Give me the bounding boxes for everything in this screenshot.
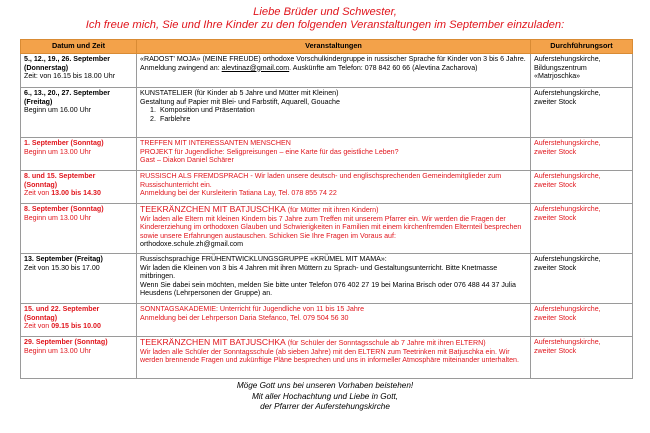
event-title: TEEKRÄNZCHEN MIT BATJUSCHKA (für Mütter mit ihren Kindern) — [140, 204, 379, 214]
event-cell — [137, 88, 531, 138]
weekday-text: (Sonntag) — [24, 180, 58, 189]
email-link[interactable]: orthodoxe.schule.zh@gmail.com — [140, 240, 244, 249]
location-cell — [531, 88, 633, 138]
signature-line: der Pfarrer der Auferstehungskirche — [260, 402, 390, 411]
event-description: Wir laden alle Eltern mit kleinen Kindern bis 7 Jahre zum Treffen mit unserem Pfarrer ein. Wir werden die Fragen der Kindererziehung im orthodoxen Glauben und Schwierigkeiten in Familien mit einem kirchenfremden Elternteil besprechen sowie unsere Erfahrungen austauschen. Schicken Sie Ihre Fragen im Voraus auf: — [140, 214, 522, 240]
time-text: Zeit von 09.15 bis 10.00 — [24, 322, 101, 331]
table-row — [21, 171, 633, 204]
date-cell — [21, 171, 137, 204]
location-cell — [531, 337, 633, 379]
date-text: 8. September (Sonntag) — [24, 205, 104, 213]
location-cell — [531, 171, 633, 204]
event-description-contact: . Auskünfte am Telefon: 078 842 60 66 (Alevtina Zacharova) — [289, 63, 478, 72]
date-cell — [21, 304, 137, 337]
event-cell — [137, 204, 531, 254]
location-detail: zweiter Stock — [534, 346, 577, 355]
date-cell — [21, 54, 137, 88]
location-text: Auferstehungskirche, — [534, 139, 601, 147]
event-guest: Gast – Diakon Daniel Schärer — [140, 156, 234, 165]
date-text: 29. September (Sonntag) — [24, 338, 108, 346]
greeting-heading — [0, 6, 650, 32]
location-text: Auferstehungskirche, — [534, 55, 601, 63]
event-contact: Wenn Sie dabei sein möchten, melden Sie bitte unter Telefon 076 402 27 19 bei Marina Brisch oder 076 488 44 37 Julia Heusdens (Lehrpersonen der Gruppe) an. — [140, 280, 516, 298]
location-detail: Bildungszentrum «Matrjoschka» — [534, 63, 587, 81]
location-detail: zweiter Stock — [534, 313, 577, 322]
invitation-line: Ich freue mich, Sie und Ihre Kinder zu den folgenden Veranstaltungen im September einzuladen: — [85, 19, 565, 31]
location-text: Auferstehungskirche, — [534, 172, 601, 180]
location-text: Auferstehungskirche, — [534, 205, 601, 213]
list-item: 1. Komposition und Präsentation — [150, 106, 255, 115]
time-text: Beginn um 13.00 Uhr — [24, 213, 92, 222]
event-description: Gestaltung auf Papier mit Blei- und Farbstift, Aquarell, Gouache — [140, 97, 340, 106]
date-cell — [21, 337, 137, 379]
location-detail: zweiter Stock — [534, 147, 577, 156]
location-cell — [531, 254, 633, 304]
event-description: Wir laden alle Schüler der Sonntagsschule (ab sieben Jahre) mit den ELTERN zum Teetrinken mit Batjuschka ein. Wir werden brennende Fragen und zukünftige Pläne besprechen und uns in informeller Atmosphäre miteinander unterhalten. — [140, 347, 519, 365]
location-text: Auferstehungskirche, — [534, 255, 601, 263]
time-text: Zeit von 15.30 bis 17.00 — [24, 263, 100, 272]
table-row — [21, 254, 633, 304]
weekday-text: (Donnerstag) — [24, 63, 69, 72]
table-header-row — [21, 40, 633, 54]
closing-blessing — [0, 381, 650, 413]
regards-line: Mit aller Hochachtung und Liebe in Gott, — [251, 391, 399, 401]
location-text: Auferstehungskirche, — [534, 89, 601, 97]
table-row — [21, 88, 633, 138]
event-cell — [137, 138, 531, 171]
date-text: 6., 13., 20., 27. September — [24, 89, 110, 97]
event-title: Russischsprachige FRÜHENTWICKLUNGSGRUPPE «KRÜMEL MIT MAMA»: — [140, 255, 387, 263]
location-detail: zweiter Stock — [534, 263, 577, 272]
time-text: Beginn um 16.00 Uhr — [24, 106, 92, 115]
time-text: Zeit von 13.00 bis 14.30 — [24, 189, 101, 198]
location-text: Auferstehungskirche, — [534, 338, 601, 346]
date-cell — [21, 138, 137, 171]
event-description: «RADOST' MOJA» (MEINE FREUDE) orthodoxe Vorschulkindergruppe in russischer Sprache für Kinder von 3 bis 6 Jahre. Anmeldung zwingend an: — [140, 55, 526, 72]
location-detail: zweiter Stock — [534, 97, 577, 106]
event-title: TEEKRÄNZCHEN MIT BATJUSCHKA (für Schüler der Sonntagsschule ab 7 Jahre mit ihren ELTERN) — [140, 337, 486, 347]
table-row — [21, 54, 633, 88]
event-cell — [137, 337, 531, 379]
event-description: PROJEKT für Jugendliche: Seligpreisungen – eine Karte für das geistliche Leben? — [140, 147, 399, 156]
event-title: KUNSTATELIER (für Kinder ab 5 Jahre und Mütter mit Kleinen) — [140, 89, 339, 97]
location-detail: zweiter Stock — [534, 180, 577, 189]
blessing-line: Möge Gott uns bei unseren Vorhaben beistehen! — [236, 381, 414, 390]
header-events: Veranstaltungen — [137, 40, 531, 54]
time-text: Zeit: von 16.15 bis 18.00 Uhr — [24, 72, 116, 81]
location-cell — [531, 54, 633, 88]
location-detail: zweiter Stock — [534, 213, 577, 222]
event-title: SONNTAGSAKADEMIE: Unterricht für Jugendliche von 11 bis 15 Jahre — [140, 305, 365, 313]
event-title: TREFFEN MIT INTERESSANTEN MENSCHEN — [140, 139, 291, 147]
date-text: 8. und 15. September — [24, 172, 96, 180]
table-row — [21, 204, 633, 254]
date-text: 13. September (Freitag) — [24, 255, 103, 263]
location-cell — [531, 138, 633, 171]
event-cell — [137, 304, 531, 337]
event-description: Wir laden die Kleinen von 3 bis 4 Jahren mit ihren Müttern zu Sprach- und Gestaltungsunterricht. Bitte Knetmasse mitbringen. — [140, 263, 498, 281]
table-row — [21, 304, 633, 337]
date-cell — [21, 254, 137, 304]
event-cell — [137, 171, 531, 204]
event-description: Anmeldung bei der Kursleiterin Tatiana Lay, Tel. 078 855 74 22 — [140, 189, 337, 198]
event-cell — [137, 54, 531, 88]
event-title: RUSSISCH ALS FREMDSPRACH - Wir laden unsere deutsch- und englischsprechenden Gemeindemitglieder zum Russischunterricht ein. — [140, 172, 502, 189]
time-text: Beginn um 13.00 Uhr — [24, 346, 92, 355]
time-text: Beginn um 13.00 Uhr — [24, 147, 92, 156]
list-item: 2. Farblehre — [150, 114, 191, 123]
email-link[interactable]: alevtinaz@gmail.com — [221, 63, 290, 72]
weekday-text: (Sonntag) — [24, 313, 58, 322]
topic-list — [140, 106, 527, 123]
header-date: Datum und Zeit — [21, 40, 137, 54]
location-text: Auferstehungskirche, — [534, 305, 601, 313]
weekday-text: (Freitag) — [24, 97, 53, 106]
location-cell — [531, 204, 633, 254]
event-description: Anmeldung bei der Lehrperson Daria Stefanco, Tel. 079 504 56 30 — [140, 313, 349, 322]
events-table — [20, 39, 633, 379]
date-cell — [21, 204, 137, 254]
date-text: 5., 12., 19., 26. September — [24, 55, 110, 63]
date-text: 1. September (Sonntag) — [24, 139, 104, 147]
greeting-line: Liebe Brüder und Schwester, — [253, 6, 397, 18]
header-location: Durchführungsort — [531, 40, 633, 54]
date-cell — [21, 88, 137, 138]
date-text: 15. und 22. September — [24, 305, 100, 313]
event-cell — [137, 254, 531, 304]
table-row — [21, 138, 633, 171]
location-cell — [531, 304, 633, 337]
table-row — [21, 337, 633, 379]
